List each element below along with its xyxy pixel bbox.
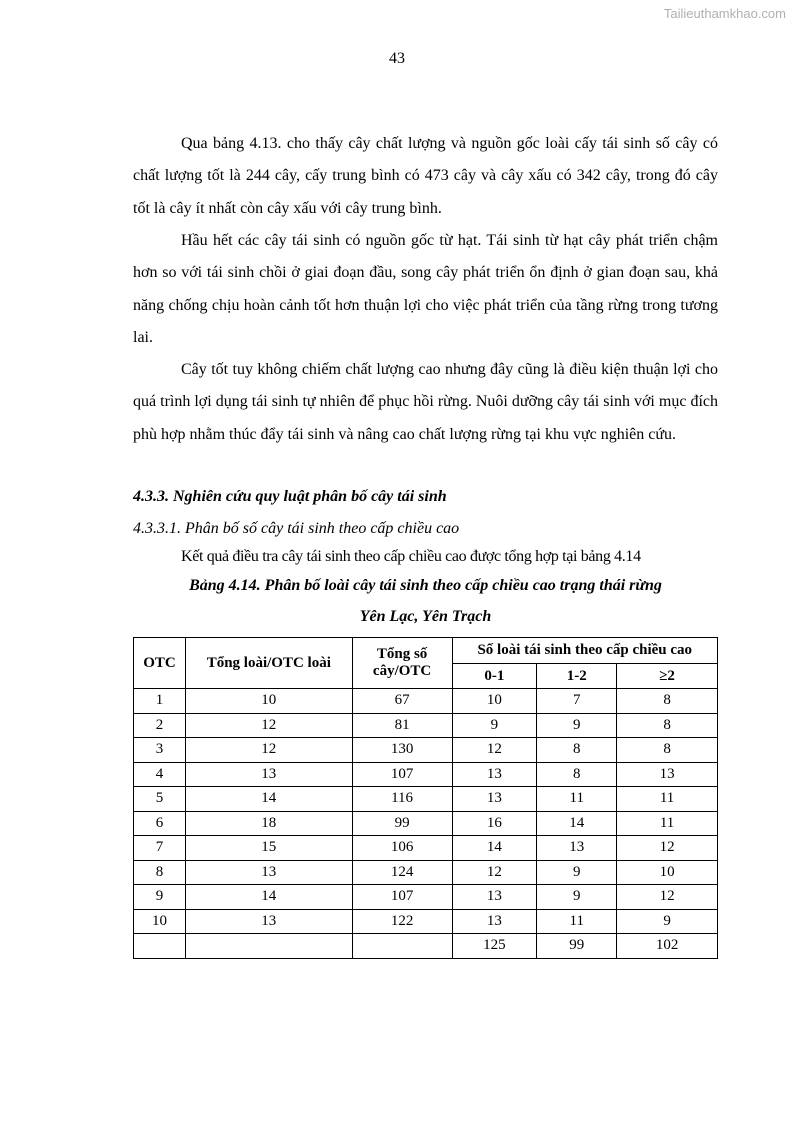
cell-h2: 8: [537, 738, 617, 763]
table-intro-line: Kết quả điều tra cây tái sinh theo cấp chiều cao được tổng hợp tại bảng 4.14: [181, 548, 641, 565]
cell-otc: 8: [134, 860, 186, 885]
cell-h3: 8: [617, 689, 718, 714]
cell-trees: 130: [352, 738, 452, 763]
cell-h3: 12: [617, 885, 718, 910]
cell-otc: 10: [134, 909, 186, 934]
cell-otc: 9: [134, 885, 186, 910]
cell-h3: 9: [617, 909, 718, 934]
cell-trees: 107: [352, 762, 452, 787]
cell-h1: 13: [452, 762, 537, 787]
total-otc: [134, 934, 186, 959]
cell-otc: 3: [134, 738, 186, 763]
cell-trees: 124: [352, 860, 452, 885]
table-row: [134, 860, 718, 885]
cell-trees: 107: [352, 885, 452, 910]
paragraph-3: [133, 354, 718, 451]
table-row: [134, 787, 718, 812]
cell-otc: 7: [134, 836, 186, 861]
table-row: [134, 738, 718, 763]
table-row: [134, 689, 718, 714]
cell-h3: 8: [617, 713, 718, 738]
header-total-trees-line-1: Tổng số: [376, 646, 428, 662]
cell-h3: 11: [617, 811, 718, 836]
table-row: [134, 713, 718, 738]
watermark: Tailieuthamkhao.com: [663, 6, 786, 21]
header-total-trees-line-2: cây/OTC: [372, 663, 432, 679]
table-caption-line-2: Yên Lạc, Yên Trạch: [359, 608, 492, 625]
cell-species: 14: [185, 885, 352, 910]
cell-h2: 9: [537, 713, 617, 738]
header-otc: OTC: [134, 638, 186, 689]
cell-species: 12: [185, 738, 352, 763]
page-number: 43: [389, 50, 405, 67]
cell-trees: 122: [352, 909, 452, 934]
paragraph-2-text: Hầu hết các cây tái sinh có nguồn gốc từ hạt. Tái sinh từ hạt cây phát triển chậm hơn so với tái sinh chồi ở giai đoạn đầu, song cây phát triển ổn định ở gian đoạn sau, khả năng chống chịu hoàn cảnh tốt hơn thuận lợi cho việc phát triển của tầng rừng trong tương lai.: [133, 232, 718, 346]
cell-otc: 5: [134, 787, 186, 812]
table-caption-line-1: Bảng 4.14. Phân bố loài cây tái sinh theo cấp chiều cao trạng thái rừng: [189, 577, 662, 594]
height-class-table: [133, 637, 718, 959]
cell-h1: 16: [452, 811, 537, 836]
table-totals-row: [134, 934, 718, 959]
cell-h3: 10: [617, 860, 718, 885]
cell-otc: 4: [134, 762, 186, 787]
cell-otc: 2: [134, 713, 186, 738]
cell-trees: 99: [352, 811, 452, 836]
header-height-group: Số loài tái sinh theo cấp chiều cao: [452, 638, 717, 664]
total-species: [185, 934, 352, 959]
cell-species: 10: [185, 689, 352, 714]
cell-species: 18: [185, 811, 352, 836]
cell-otc: 6: [134, 811, 186, 836]
cell-species: 12: [185, 713, 352, 738]
cell-h2: 13: [537, 836, 617, 861]
table-row: [134, 811, 718, 836]
header-height-0-1: 0-1: [452, 664, 537, 689]
cell-h2: 11: [537, 787, 617, 812]
cell-h3: 8: [617, 738, 718, 763]
section-heading: 4.3.3. Nghiên cứu quy luật phân bố cây tái sinh: [133, 488, 447, 505]
paragraph-2: [133, 225, 718, 354]
table-row: [134, 885, 718, 910]
cell-species: 15: [185, 836, 352, 861]
cell-h1: 10: [452, 689, 537, 714]
paragraph-1: [133, 128, 718, 225]
paragraph-1-text: Qua bảng 4.13. cho thấy cây chất lượng và nguồn gốc loài cấy tái sinh số cây có chất lượng tốt là 244 cây, cấy trung bình có 473 cây và cây xấu có 342 cây, trong đó cây tốt là cây ít nhất còn cây xấu với cây trung bình.: [133, 135, 718, 217]
subsection-heading: 4.3.3.1. Phân bố số cây tái sinh theo cấp chiều cao: [133, 520, 460, 537]
cell-h2: 14: [537, 811, 617, 836]
cell-h1: 12: [452, 860, 537, 885]
cell-h2: 11: [537, 909, 617, 934]
cell-trees: 81: [352, 713, 452, 738]
header-height-1-2: 1-2: [537, 664, 617, 689]
cell-h1: 13: [452, 787, 537, 812]
header-height-ge-2: ≥2: [617, 664, 718, 689]
cell-h3: 12: [617, 836, 718, 861]
cell-species: 13: [185, 909, 352, 934]
cell-h2: 8: [537, 762, 617, 787]
total-h2: 99: [537, 934, 617, 959]
total-trees: [352, 934, 452, 959]
cell-h1: 12: [452, 738, 537, 763]
cell-h2: 9: [537, 885, 617, 910]
cell-trees: 116: [352, 787, 452, 812]
cell-h1: 13: [452, 909, 537, 934]
cell-species: 13: [185, 762, 352, 787]
header-total-trees: [352, 638, 452, 689]
cell-trees: 67: [352, 689, 452, 714]
total-h3: 102: [617, 934, 718, 959]
table-row: [134, 762, 718, 787]
table-row: [134, 909, 718, 934]
cell-species: 14: [185, 787, 352, 812]
cell-otc: 1: [134, 689, 186, 714]
cell-trees: 106: [352, 836, 452, 861]
cell-h1: 9: [452, 713, 537, 738]
cell-species: 13: [185, 860, 352, 885]
cell-h2: 9: [537, 860, 617, 885]
cell-h1: 14: [452, 836, 537, 861]
total-h1: 125: [452, 934, 537, 959]
header-total-species: Tổng loài/OTC loài: [185, 638, 352, 689]
cell-h2: 7: [537, 689, 617, 714]
cell-h3: 11: [617, 787, 718, 812]
cell-h1: 13: [452, 885, 537, 910]
cell-h3: 13: [617, 762, 718, 787]
paragraph-3-text: Cây tốt tuy không chiếm chất lượng cao nhưng đây cũng là điều kiện thuận lợi cho quá trình lợi dụng tái sinh tự nhiên để phục hồi rừng. Nuôi dưỡng cây tái sinh với mục đích phù hợp nhằm thúc đẩy tái sinh và nâng cao chất lượng rừng tại khu vực nghiên cứu.: [133, 361, 718, 443]
table-row: [134, 836, 718, 861]
